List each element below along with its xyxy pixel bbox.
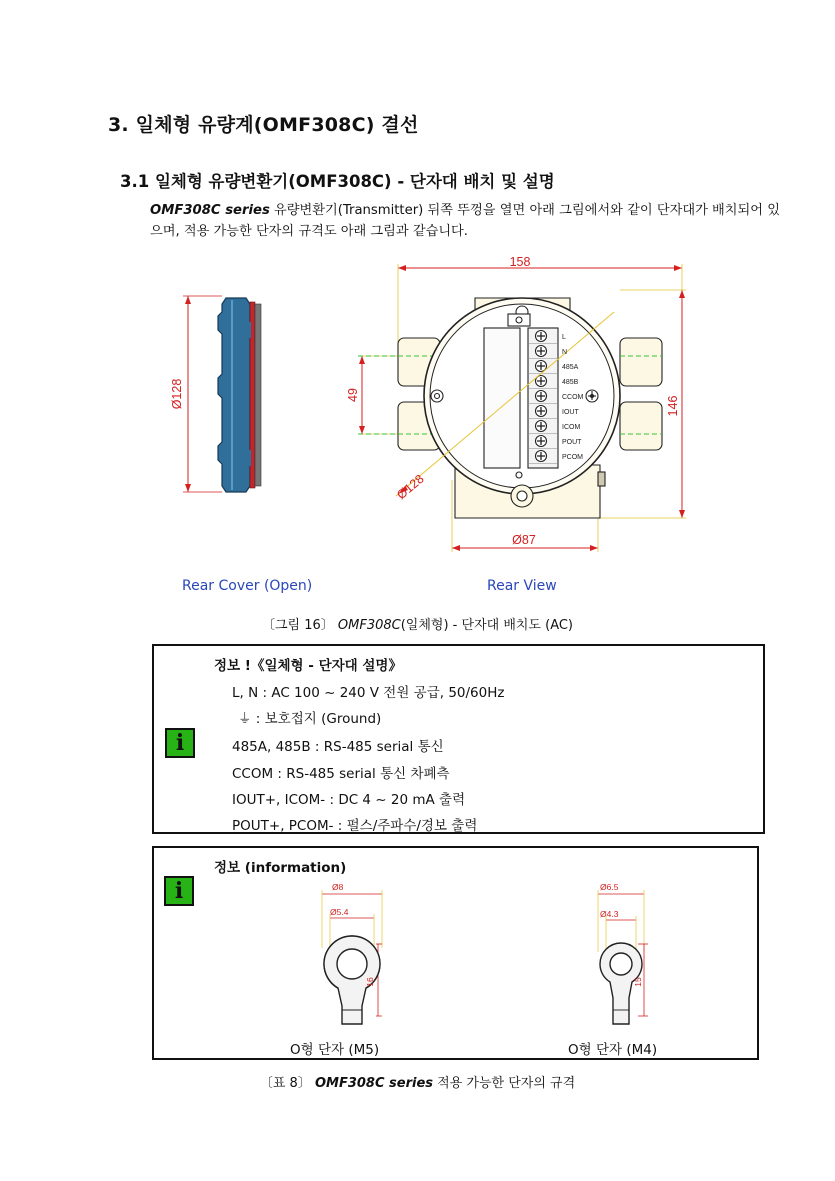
terminal-label: 485B	[562, 379, 579, 386]
terminal-label: L	[562, 334, 566, 341]
info-line-ground: ⏚ : 보호접지 (Ground)	[238, 711, 382, 727]
info-box-title: 정보 !《일체형 - 단자대 설명》	[214, 658, 402, 674]
table-caption	[0, 1072, 835, 1091]
dim-height-146: 146	[666, 395, 680, 417]
section-heading: 3. 일체형 유량계(OMF308C) 결선	[108, 114, 419, 136]
table-caption-prefix: 〔표 8〕	[259, 1076, 311, 1091]
intro-paragraph	[150, 200, 780, 242]
terminal-label: ICOM	[562, 424, 581, 431]
figure-caption-prefix: 〔그림 16〕	[261, 618, 334, 633]
terminal-label: POUT	[562, 439, 582, 446]
terminal-layout-figure	[0, 250, 835, 580]
rear-cover-drawing	[183, 296, 261, 492]
table-caption-model: OMF308C series	[314, 1076, 434, 1091]
lug-m5-hole-dim: Ø5.4	[330, 907, 349, 917]
info-icon: i	[164, 876, 194, 906]
lug-m4-label: O형 단자 (M4)	[568, 1042, 658, 1058]
ring-lug-drawings	[154, 848, 757, 1058]
info-line-power: L, N : AC 100 ~ 240 V 전원 공급, 50/60Hz	[232, 685, 505, 701]
terminal-label: CCOM	[562, 394, 584, 401]
rear-view-drawing	[358, 264, 686, 552]
figure-caption-suffix: (일체형) - 단자대 배치도 (AC)	[400, 618, 574, 633]
rear-view-label: Rear View	[487, 578, 557, 594]
info-line-current-output: IOUT+, ICOM- : DC 4 ~ 20 mA 출력	[232, 792, 466, 808]
dim-cover-diameter: Ø128	[170, 378, 184, 410]
terminal-label: 485A	[562, 364, 579, 371]
info-box-terminals	[152, 644, 765, 834]
lug-m4-length-dim: 15	[633, 977, 643, 987]
figure-caption-model: OMF308C	[337, 618, 401, 633]
intro-text: 유량변환기(Transmitter) 뒤쪽 뚜껑을 열면 아래 그림에서와 같이 단자대가 배치되어 있으며, 적용 가능한 단자의 규격도 아래 그림과 같습니다.	[150, 203, 780, 239]
info-line-rs485: 485A, 485B : RS-485 serial 통신	[232, 739, 444, 755]
lug-m5-label: O형 단자 (M5)	[290, 1042, 380, 1058]
lug-m5-length-dim: 16	[365, 977, 375, 987]
dim-bottom-87: Ø87	[512, 533, 536, 547]
info-line-pulse-output: POUT+, PCOM- : 펄스/주파수/경보 출력	[232, 818, 478, 834]
dim-49: 49	[346, 388, 360, 402]
dim-width-158: 158	[509, 255, 531, 269]
info-line-ccom: CCOM : RS-485 serial 통신 차폐측	[232, 766, 450, 782]
info-box2-title: 정보 (information)	[214, 860, 347, 876]
terminal-label: N	[562, 349, 568, 356]
lug-m4-hole-dim: Ø4.3	[600, 909, 619, 919]
terminal-label: PCOM	[562, 454, 583, 461]
dim-diagonal-diameter: Ø128	[394, 471, 427, 503]
info-box-lug-spec	[152, 846, 759, 1060]
figure-caption	[0, 614, 835, 633]
subsection-heading: 3.1 일체형 유량변환기(OMF308C) - 단자대 배치 및 설명	[120, 172, 555, 191]
terminal-label: IOUT	[562, 409, 579, 416]
table-caption-suffix: 적용 가능한 단자의 규격	[433, 1076, 576, 1091]
info-icon: i	[165, 728, 195, 758]
lug-m5-outer-dim: Ø8	[332, 882, 344, 892]
intro-model-name: OMF308C series	[150, 203, 270, 218]
rear-cover-label: Rear Cover (Open)	[182, 578, 313, 594]
lug-m4-outer-dim: Ø6.5	[600, 882, 619, 892]
